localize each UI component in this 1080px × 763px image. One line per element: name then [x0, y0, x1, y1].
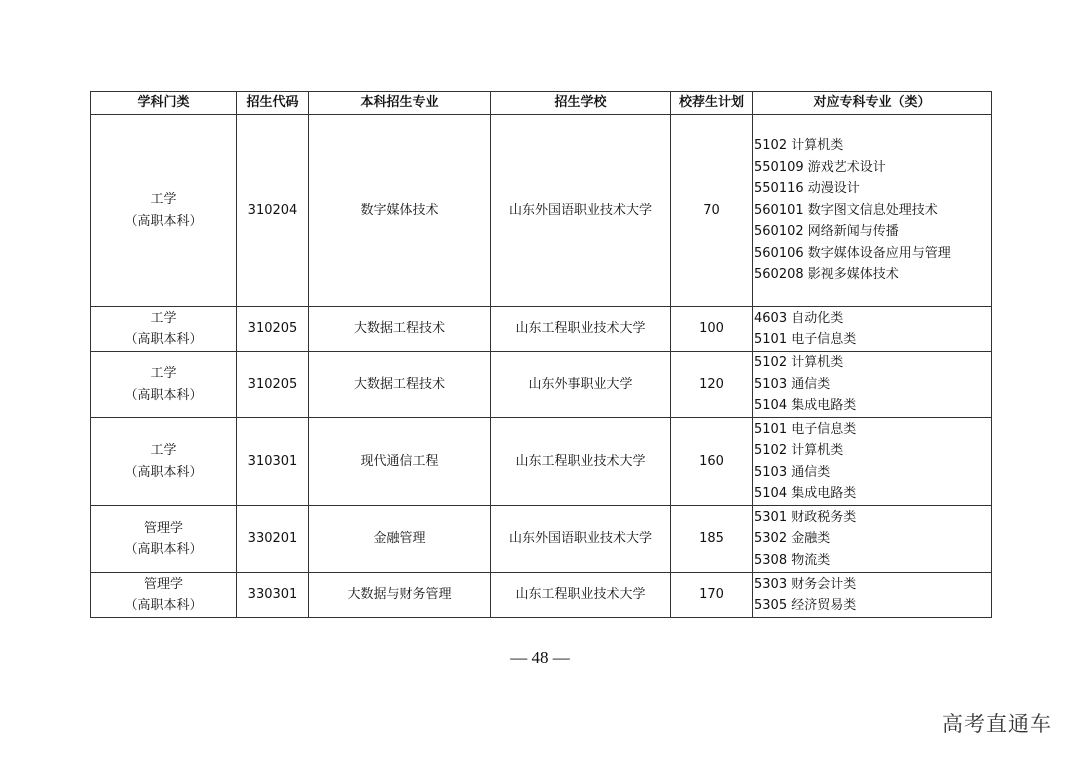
header-school: 招生学校: [491, 92, 671, 115]
school-cell: 山东外国语职业技术大学: [491, 506, 671, 573]
related-major: 5305 经济贸易类: [754, 598, 857, 613]
related-major: 5102 计算机类: [754, 443, 844, 458]
plan-cell: 120: [671, 352, 753, 418]
major-cell: 大数据与财务管理: [309, 573, 491, 618]
category-name: 工学: [150, 310, 177, 326]
plan-cell: 100: [671, 307, 753, 352]
major-cell: 金融管理: [309, 506, 491, 573]
category-name: 管理学: [143, 520, 183, 536]
page-number: — 48 —: [510, 648, 570, 667]
school-cell: 山东工程职业技术大学: [491, 418, 671, 506]
header-major: 本科招生专业: [309, 92, 491, 115]
related-major: 5104 集成电路类: [754, 486, 857, 501]
header-related-majors: 对应专科专业（类）: [753, 92, 992, 115]
category-cell: [91, 307, 237, 352]
school-cell: 山东工程职业技术大学: [491, 573, 671, 618]
category-level: （高职本科）: [124, 542, 203, 557]
category-level: （高职本科）: [124, 598, 203, 613]
major-cell: 大数据工程技术: [309, 352, 491, 418]
code-cell: 310205: [237, 307, 309, 352]
major-cell: 现代通信工程: [309, 418, 491, 506]
category-name: 工学: [150, 192, 177, 207]
related-majors-cell: [753, 506, 992, 573]
related-major: 5102 计算机类: [754, 355, 844, 371]
related-major: 560102 网络新闻与传播: [754, 224, 899, 240]
related-majors-cell: [753, 352, 992, 418]
category-level: （高职本科）: [124, 332, 203, 347]
table-row: [91, 307, 992, 352]
plan-cell: 170: [671, 573, 753, 618]
related-major: 5104 集成电路类: [754, 398, 857, 414]
category-level: （高职本科）: [124, 464, 203, 480]
related-major: 550109 游戏艺术设计: [754, 159, 886, 175]
table-row: [91, 352, 992, 418]
related-major: 550116 动漫设计: [754, 181, 860, 197]
code-cell: 330301: [237, 573, 309, 618]
related-major: 5301 财政税务类: [754, 509, 857, 525]
table-row: [91, 506, 992, 573]
category-cell: [91, 506, 237, 573]
related-major: 5103 通信类: [754, 464, 831, 480]
category-cell: [91, 352, 237, 418]
plan-cell: 185: [671, 506, 753, 573]
related-major: 5101 电子信息类: [754, 332, 857, 347]
related-majors-cell: [753, 307, 992, 352]
plan-cell: 160: [671, 418, 753, 506]
related-major: 560101 数字图文信息处理技术: [754, 202, 938, 218]
admissions-table: [90, 91, 992, 618]
related-major: 5303 财务会计类: [754, 576, 857, 592]
code-cell: 330201: [237, 506, 309, 573]
code-cell: 310301: [237, 418, 309, 506]
category-level: （高职本科）: [124, 213, 203, 229]
major-cell: 大数据工程技术: [309, 307, 491, 352]
code-cell: 310204: [237, 115, 309, 307]
related-majors-cell: [753, 115, 992, 307]
related-majors-cell: [753, 573, 992, 618]
category-level: （高职本科）: [124, 387, 203, 403]
category-name: 工学: [150, 443, 177, 458]
related-major: 5103 通信类: [754, 376, 831, 392]
category-name: 工学: [150, 366, 177, 381]
table-header-row: [91, 92, 992, 115]
table-row: [91, 418, 992, 506]
related-major: 5101 电子信息类: [754, 421, 857, 437]
school-cell: 山东外国语职业技术大学: [491, 115, 671, 307]
header-code: 招生代码: [237, 92, 309, 115]
category-name: 管理学: [143, 576, 183, 592]
category-cell: [91, 115, 237, 307]
table-row: [91, 115, 992, 307]
major-cell: 数字媒体技术: [309, 115, 491, 307]
related-major: 5302 金融类: [754, 531, 831, 547]
related-major: 560106 数字媒体设备应用与管理: [754, 245, 951, 261]
header-category: 学科门类: [91, 92, 237, 115]
code-cell: 310205: [237, 352, 309, 418]
school-cell: 山东外事职业大学: [491, 352, 671, 418]
plan-cell: 70: [671, 115, 753, 307]
header-plan: 校荐生计划: [671, 92, 753, 115]
school-cell: 山东工程职业技术大学: [491, 307, 671, 352]
related-major: 5102 计算机类: [754, 138, 844, 154]
related-majors-cell: [753, 418, 992, 506]
related-major: 560208 影视多媒体技术: [754, 267, 899, 283]
table-row: [91, 573, 992, 618]
watermark: 高考直通车: [942, 712, 1052, 736]
category-cell: [91, 573, 237, 618]
category-cell: [91, 418, 237, 506]
related-major: 5308 物流类: [754, 552, 831, 568]
related-major: 4603 自动化类: [754, 310, 844, 326]
